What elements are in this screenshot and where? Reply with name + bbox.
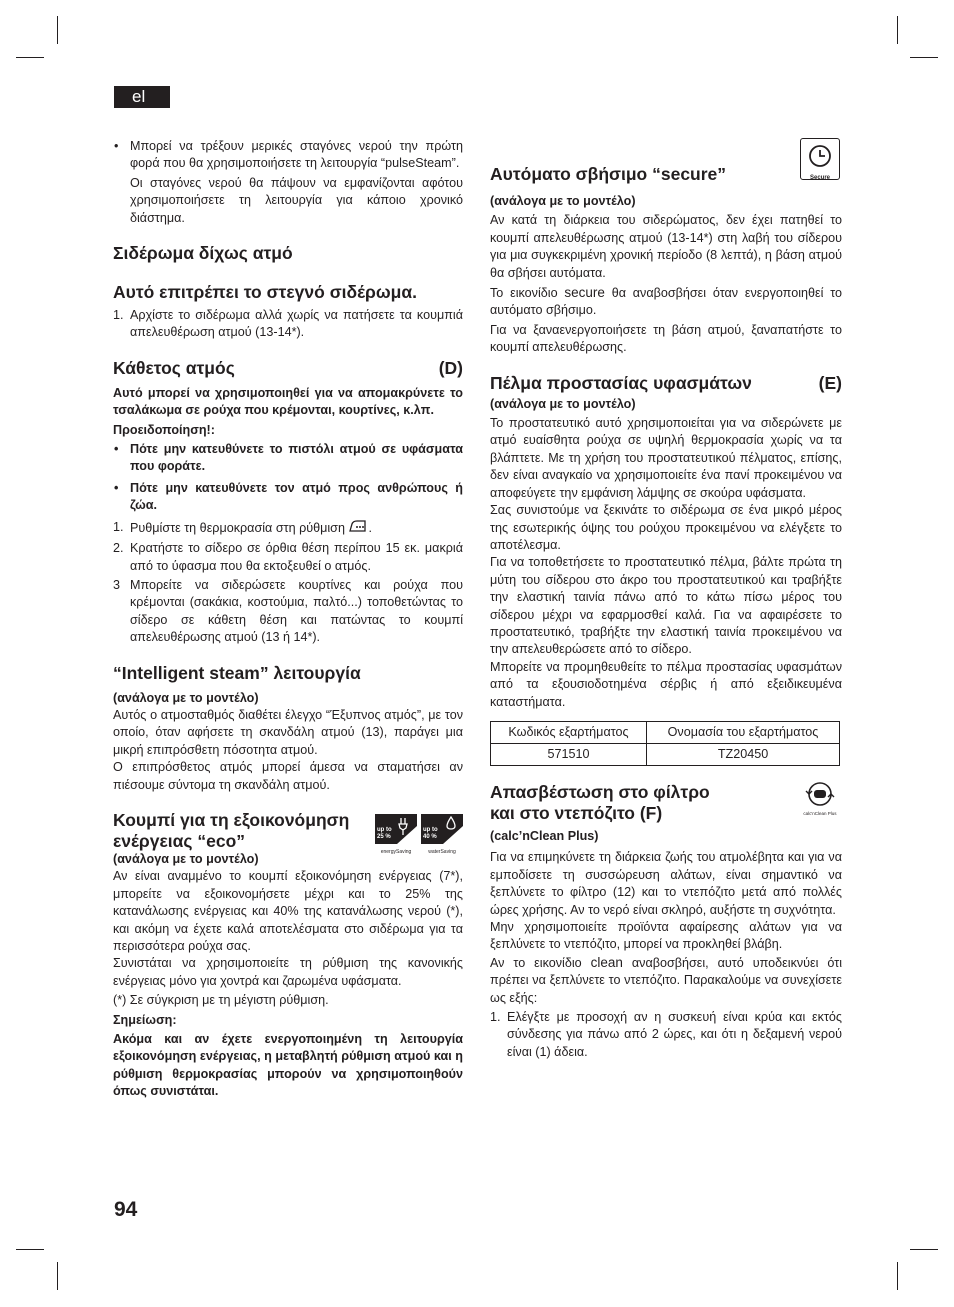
step-item bbox=[113, 307, 463, 342]
paragraph: Σας συνιστούμε να ξεκινάτε το σιδέρωμα σε ένα μικρό μέρος της εσωτερικής όψης του ρούχου προκειμένου να ελέγξετε το αποτέλεσμα. bbox=[490, 503, 842, 552]
paragraph: Μην χρησιμοποιείτε προϊόντα αφαίρεσης αλάτων για να ξεπλύνετε το ντεπόζιτο, μπορεί να προκληθεί βλάβη. bbox=[490, 920, 842, 952]
heading-text: Πέλμα προστασίας υφασμάτων bbox=[490, 372, 752, 393]
clean-word: clean bbox=[590, 954, 623, 970]
section-heading-vertical bbox=[113, 358, 463, 379]
heading-text bbox=[490, 782, 710, 824]
icon-caption: energySaving bbox=[380, 848, 412, 855]
secure-clock-icon bbox=[800, 138, 840, 180]
icon-caption: calc'nClean Plus bbox=[803, 810, 837, 816]
step-number: 1. bbox=[113, 308, 124, 323]
step-number: 1. bbox=[490, 1010, 501, 1025]
step-text: Αρχίστε το σιδέρωμα αλλά χωρίς να πατήσετε τα κουμπιά απελευθέρωση ατμού (13-14*). bbox=[130, 308, 463, 340]
table-cell: TZ20450 bbox=[647, 743, 840, 765]
heading-text bbox=[113, 810, 349, 852]
paragraph bbox=[490, 954, 842, 1007]
step-item bbox=[490, 1009, 842, 1061]
section-heading-intelligent: “Intelligent steam” λειτουργία bbox=[113, 662, 361, 683]
icon-value: 40 % bbox=[423, 833, 437, 840]
step-text: Ελέγξτε με προσοχή αν η συσκευή είναι κρύα και εκτός σύνδεσης για πάνω από 2 ώρες, και ότι η δεξαμενή νερού είναι (1) άδεια. bbox=[507, 1010, 842, 1059]
paragraph: Αν είναι αναμμένο το κουμπί εξοικονόμηση ενέργειας (7*), μπορείτε να εξοικονομήσετε μέχρι και το 25% της κατανάλωσης ενέργειας και 40% της κατανάλωσης νερού (*), και ακόμη να έχετε καλά αποτελέσματα στο σιδέρωμα για τα περισσότερα ρούχα σας. bbox=[113, 869, 463, 953]
iron-temperature-icon bbox=[348, 519, 368, 538]
step-end: . bbox=[368, 520, 372, 535]
page-number: 94 bbox=[114, 1198, 138, 1221]
step-item bbox=[113, 577, 463, 647]
note-label: Σημείωση: bbox=[113, 1012, 177, 1027]
water-saving-icon bbox=[421, 814, 463, 869]
step-text: Ρυθμίστε τη θερμοκρασία στη ρύθμιση bbox=[130, 520, 345, 535]
step-item bbox=[113, 540, 463, 575]
step-number: 3 bbox=[113, 577, 121, 592]
icon-caption: waterSaving bbox=[428, 848, 456, 855]
bullet-item: • Μπορεί να τρέξουν μερικές σταγόνες νερού την πρώτη φορά που θα χρησιμοποιήσετε τη λειτουργία “pulseSteam”. bbox=[113, 138, 463, 173]
heading-text: Αυτόματο σβήσιμο “secure” bbox=[490, 164, 727, 184]
model-note: (ανάλογα με το μοντέλο) bbox=[113, 690, 259, 705]
calc-clean-icon bbox=[800, 782, 840, 816]
section-heading-dry: Σιδέρωμα δίχως ατμό bbox=[113, 243, 293, 264]
eco-icons bbox=[375, 814, 463, 869]
table-header: Κωδικός εξαρτήματος bbox=[491, 721, 647, 743]
bullet-continuation: Οι σταγόνες νερού θα πάψουν να εμφανίζονται αφότου χρησιμοποιήσετε τη λειτουργία για κάποιο χρονικό διάστημα. bbox=[130, 175, 463, 225]
heading-text: Κάθετος ατμός bbox=[113, 357, 235, 378]
crop-mark bbox=[57, 16, 58, 44]
section-subheading-dry: Αυτό επιτρέπει το στεγνό σιδέρωμα. bbox=[113, 282, 417, 303]
text: Το εικονίδιο bbox=[490, 286, 558, 301]
icon-value: 25 % bbox=[377, 833, 391, 840]
crop-mark bbox=[910, 1249, 938, 1250]
heading-line: Απασβέστωση στο φίλτρο bbox=[490, 781, 710, 802]
text: θα αναβοσβήσει όταν ενεργοποιηθεί το αυτόματο σβήσιμο. bbox=[490, 286, 843, 318]
paragraph: Συνιστάται να χρησιμοποιείτε τη ρύθμιση της κανονικής ενέργειας μόνο για χοντρά και ζαρωμένα υφάσματα. bbox=[113, 956, 463, 988]
heading-line: ενέργειας “eco” bbox=[113, 830, 246, 851]
energy-saving-icon bbox=[375, 814, 417, 869]
text: Αν το εικονίδιο bbox=[490, 955, 582, 970]
crop-mark bbox=[16, 57, 44, 58]
intro-text: Αυτό μπορεί να χρησιμοποιηθεί για να απομακρύνετε το τσαλάκωμα σε ρούχα που κρέμονται, κουρτίνες, κ.λπ. bbox=[113, 385, 463, 418]
note-text: Ακόμα και αν έχετε ενεργοποιημένη τη λειτουργία εξοικονόμηση ενέργειας, η μεταβλητή ρύθμιση ατμού και η ρύθμιση θερμοκρασίας μπορούν να χρησιμοποιηθούν όπως συνιστάται. bbox=[113, 1032, 463, 1099]
heading-line: και στο ντεπόζιτο (F) bbox=[490, 802, 663, 823]
section-heading-descale bbox=[490, 782, 842, 824]
paragraph: Αν κατά τη διάρκεια του σιδερώματος, δεν έχει πατηθεί το κουμπί απελευθέρωσης ατμού (13-14*) στη λαβή του σίδερου για μια συγκεκριμένη χρονική περίοδο (8 λεπτά), η βάση ατμού θα σβήσει αυτόματα. bbox=[490, 213, 842, 280]
heading-letter: (E) bbox=[818, 372, 842, 393]
footnote: (*) Σε σύγκριση με τη μέγιστη ρύθμιση. bbox=[113, 993, 329, 1008]
model-note: (ανάλογα με το μοντέλο) bbox=[113, 851, 259, 866]
section-heading-protector bbox=[490, 373, 842, 394]
crop-mark bbox=[16, 1249, 44, 1250]
table-row bbox=[491, 743, 840, 765]
paragraph: Για να ξαναενεργοποιήσετε τη βάση ατμού, ξαναπατήστε το κουμπί απελευθέρωσης. bbox=[490, 322, 842, 355]
paragraph: Για να τοποθετήσετε το προστατευτικό πέλμα, βάλτε πρώτα τη μύτη του σίδερου στο άκρο του προστατευτικού και τραβήξτε την ελαστική ταινία πάνω από το κάτω πίσω μέρος του σίδερου μέχρι να εφαρμοσθεί καλά. Για να αφαιρέσετε το προστατευτικό, τραβήξτε την ελαστική ταινία προκειμένου να την απελευθερώσετε από το σίδερο. bbox=[490, 555, 842, 657]
accessory-table bbox=[490, 721, 840, 766]
heading-letter: (D) bbox=[438, 357, 463, 378]
warning-item: • Πότε μην κατευθύνετε τον ατμό προς ανθρώπους ή ζώα. bbox=[113, 480, 463, 515]
left-column bbox=[113, 138, 463, 1101]
icon-caption: Secure bbox=[809, 175, 830, 181]
step-number: 2. bbox=[113, 541, 124, 556]
icon-text: up to bbox=[377, 826, 392, 833]
heading-line: Κουμπί για τη εξοικονόμηση bbox=[113, 809, 350, 830]
secure-word: secure bbox=[564, 285, 605, 301]
table-cell: 571510 bbox=[491, 743, 647, 765]
crop-mark bbox=[897, 1262, 898, 1290]
paragraph: Για να επιμηκύνετε τη διάρκεια ζωής του ατμολέβητα και για να εμποδίσετε τη συσσώρευση αλάτων, είναι σημαντικό να ξεπλύνετε το φίλτρο (12) και το ντεπόζιτο μετά από πολλές ώρες χρήσης. Αν το νερό είναι σκληρό, αυξήστε τη συχνότητα. bbox=[490, 850, 842, 917]
model-subtitle: (calc’nClean Plus) bbox=[490, 828, 599, 843]
paragraph: Μπορείτε να προμηθευθείτε το πέλμα προστασίας υφασμάτων από τα εξουσιοδοτημένα σέρβις ή από εξειδικευμένα καταστήματα. bbox=[490, 659, 842, 709]
table-header-row bbox=[491, 721, 840, 743]
step-text: Μπορείτε να σιδερώσετε κουρτίνες και ρούχα που κρέμονται (σακάκια, κοστούμια, παλτό...) τοποθετώντας το σίδερο σε κάθετη θέση και πατώντας το κουμπί απελευθέρωσης ατμού (13 ή 14*). bbox=[130, 577, 463, 645]
step-text: Κρατήστε το σίδερο σε όρθια θέση περίπου 15 εκ. μακριά από το ύφασμα που θα εκτοξευθεί ο ατμός. bbox=[130, 541, 463, 573]
step-number: 1. bbox=[113, 519, 124, 534]
table-header: Ονομασία του εξαρτήματος bbox=[647, 721, 840, 743]
warning-item: • Πότε μην κατευθύνετε το πιστόλι ατμού σε υφάσματα που φοράτε. bbox=[113, 441, 463, 476]
model-note: (ανάλογα με το μοντέλο) bbox=[490, 396, 636, 411]
right-column bbox=[490, 138, 842, 1061]
icon-text: up to bbox=[423, 826, 438, 833]
crop-mark bbox=[57, 1262, 58, 1290]
text: αναβοσβήσει, αυτό υποδεικνύει ότι πρέπει να ξεπλύνετε το ντεπόζιτο. Παρακαλούμε να συνεχίσετε ως εξής: bbox=[490, 955, 843, 1005]
paragraph: Αυτός ο ατμοσταθμός διαθέτει έλεγχο “Έξυπνος ατμός”, με τον οποίο, όταν αφήσετε τη σκανδάλη ατμού (13), παράγει μια μικρή επιπρόσθετη πόσοτητα ατμού. bbox=[113, 707, 463, 757]
paragraph: Ο επιπρόσθετος ατμός μπορεί άμεσα να σταματήσει αν πιέσουμε σύντομα τη σκανδάλη ατμού. bbox=[113, 760, 463, 792]
section-heading-secure bbox=[490, 138, 842, 185]
warning-label: Προειδοποίηση!: bbox=[113, 422, 215, 437]
language-tab: el bbox=[114, 86, 170, 108]
crop-mark bbox=[897, 16, 898, 44]
crop-mark bbox=[910, 57, 938, 58]
step-item bbox=[113, 519, 463, 538]
model-note: (ανάλογα με το μοντέλο) bbox=[490, 194, 636, 208]
paragraph: Το προστατευτικό αυτό χρησιμοποιείται για να σιδερώνετε με ατμό ευαίσθητα ρούχα σε υψηλή θερμοκρασία χωρίς να τα βλάπτετε. Με τη χρήση του προστατευτικού πέλματος, επίσης, δεν είναι αναγκαίο να χρησιμοποιείτε ένα πανί προκειμένου να αποφεύγετε την εμφάνιση λάμψης σε σκούρα υφάσματα. bbox=[490, 416, 842, 500]
paragraph bbox=[490, 284, 842, 320]
